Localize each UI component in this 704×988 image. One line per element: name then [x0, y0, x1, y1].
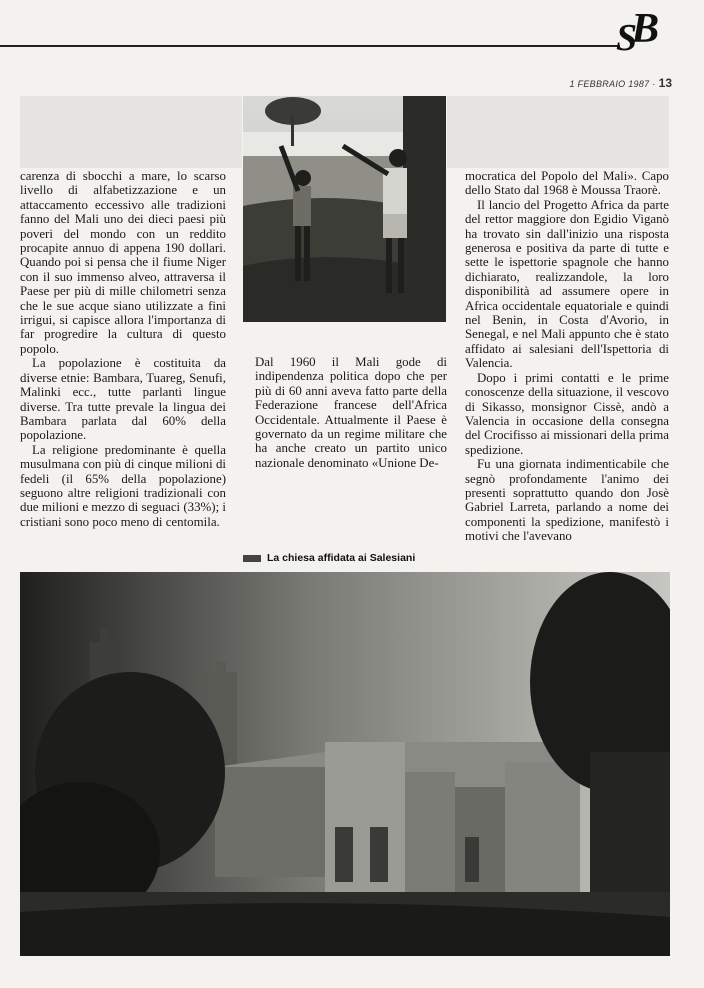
text-column-2 [255, 355, 447, 470]
paragraph: Fu una giornata indimenticabile che segnò profondamente l'animo dei presenti soprattutto quando don Josè Gabriel Larreta, parlando a nome dei componenti la spedizione, manifestò i motivi che l'avevano [465, 457, 669, 544]
paragraph: Il lancio del Progetto Africa da parte del rettor maggiore don Egidio Viganò ha trovato sin dall'inizio una risposta generosa e positiva da parte di tutte e sette le ispettorie spagnole che hanno dichiarato, realizzandole, la loro disponibilità ad assumere opere in Africa occidentale equatoriale e quindi nel Benin, in Costa d'Avorio, in Senegal, e nel Mali appunto che è stato affidato ai salesiani dell'Ispettoria di Valencia. [465, 197, 669, 371]
paragraph: Dal 1960 il Mali gode di indipendenza politica dopo che per più di 60 anni aveva fatto parte della Federazione francese dell'Africa Occidentale. Attualmente il Paese è governato da un regime militare che ha anche creato un partito unico nazionale denominato «Unione De- [255, 355, 447, 470]
paragraph: La popolazione è costituita da diverse etnie: Bambara, Tuareg, Senufi, Malinki ecc., tutte parlanti lingue diverse. Tra tutte prevale la lingua dei Bambara parlata dal 60% della popolazione. [20, 356, 226, 443]
photo-caption [243, 552, 415, 564]
paragraph: La religione predominante è quella musulmana con più di cinque milioni di fedeli (il 65% della popolazione) seguono altre religioni tradizionali con due milioni e mezzo di seguaci (33%); i cristiani sono poco meno di centomila. [20, 442, 226, 529]
paragraph: Dopo i primi contatti e le prime conoscenze della situazione, il vescovo di Sikasso, monsignor Cissè, andò a Valencia in occasione della consegna del Crocifisso ai missionari della prima spedizione. [465, 370, 669, 457]
church-photo [20, 572, 670, 956]
text-column-1 [20, 169, 226, 529]
page-number: 13 [658, 76, 672, 90]
magazine-logo: SB [616, 6, 654, 59]
paragraph: mocratica del Popolo del Mali». Capo dello Stato dal 1968 è Moussa Traorè. [465, 169, 669, 198]
paragraph: carenza di sbocchi a mare, lo scarso livello di alfabetizzazione e un attaccamento eccessivo alle tradizioni fanno del Mali uno dei dieci paesi più poveri del mondo con un reddito procapite annuo di appena 190 dollari. Quando poi si pensa che il fiume Niger con il suo immenso alveo, attraversa il Paese per più di mille chilometri senza che le sue acque siano utilizzate a fini irrigui, si capisce allora l'importanza di far progredire la cultura di questo popolo. [20, 169, 226, 356]
column-band-right [447, 96, 669, 168]
caption-marker [243, 555, 261, 562]
boys-photo [243, 96, 446, 322]
header-rule [0, 45, 620, 47]
caption-text: La chiesa affidata ai Salesiani [267, 552, 416, 564]
issue-date: 1 FEBBRAIO 1987 · [569, 79, 656, 89]
column-band-left [20, 96, 242, 168]
page-folio [569, 76, 672, 90]
text-column-3 [465, 169, 669, 544]
